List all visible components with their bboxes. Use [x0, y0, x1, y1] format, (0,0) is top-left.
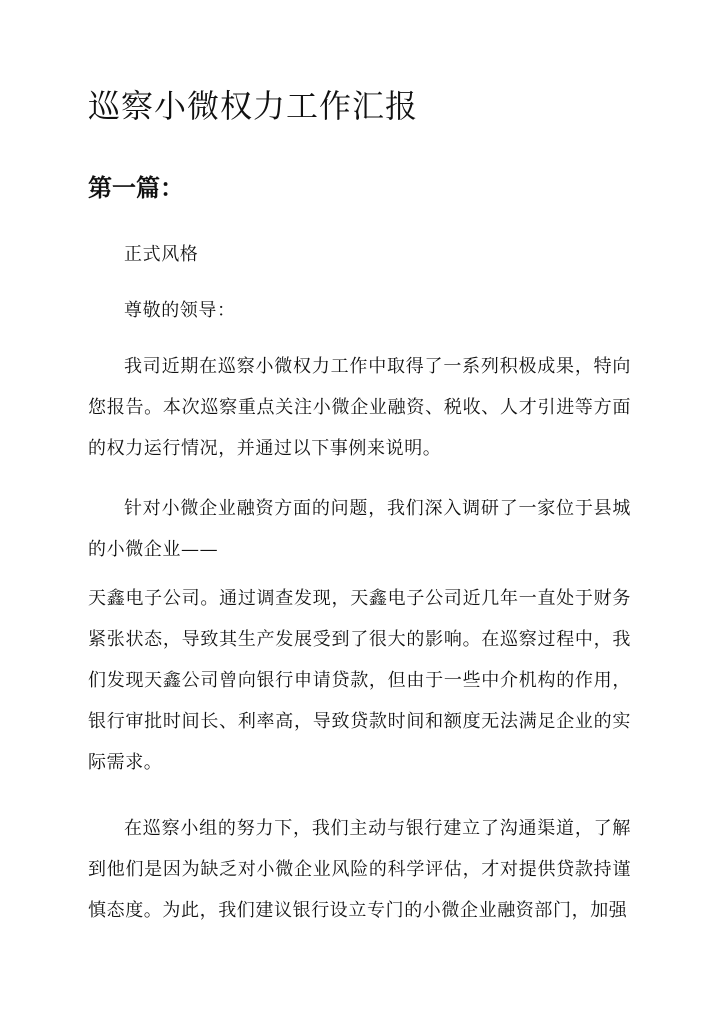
paragraph-salutation: 尊敬的领导： — [124, 300, 236, 321]
paragraph-tianxin-company: 天鑫电子公司。通过调查发现，天鑫电子公司近几年一直处于财务紧张状态，导致其生产发展受到了很大的影响。在巡察过程中，我们发现天鑫公司曾向银行申请贷款，但由于一些中介机构的作用，银行审批时间长、利率高，导致贷款时间和额度无法满足企业的实际需求。 — [88, 588, 631, 773]
paragraph-inspection-efforts: 在巡察小组的努力下，我们主动与银行建立了沟通渠道，了解到他们是因为缺乏对小微企业风险的科学评估，才对提供贷款持谨慎态度。为此，我们建议银行设立专门的小微企业融资部门，加强 — [88, 818, 631, 921]
section-heading: 第一篇： — [88, 173, 184, 202]
document-title: 巡察小微权力工作汇报 — [88, 87, 419, 125]
paragraph-financing-issue: 针对小微企业融资方面的问题，我们深入调研了一家位于县城的小微企业—— — [88, 498, 631, 560]
paragraph-style-label: 正式风格 — [124, 244, 199, 265]
paragraph-introduction: 我司近期在巡察小微权力工作中取得了一系列积极成果，特向您报告。本次巡察重点关注小微企业融资、税收、人才引进等方面的权力运行情况，并通过以下事例来说明。 — [88, 356, 631, 459]
